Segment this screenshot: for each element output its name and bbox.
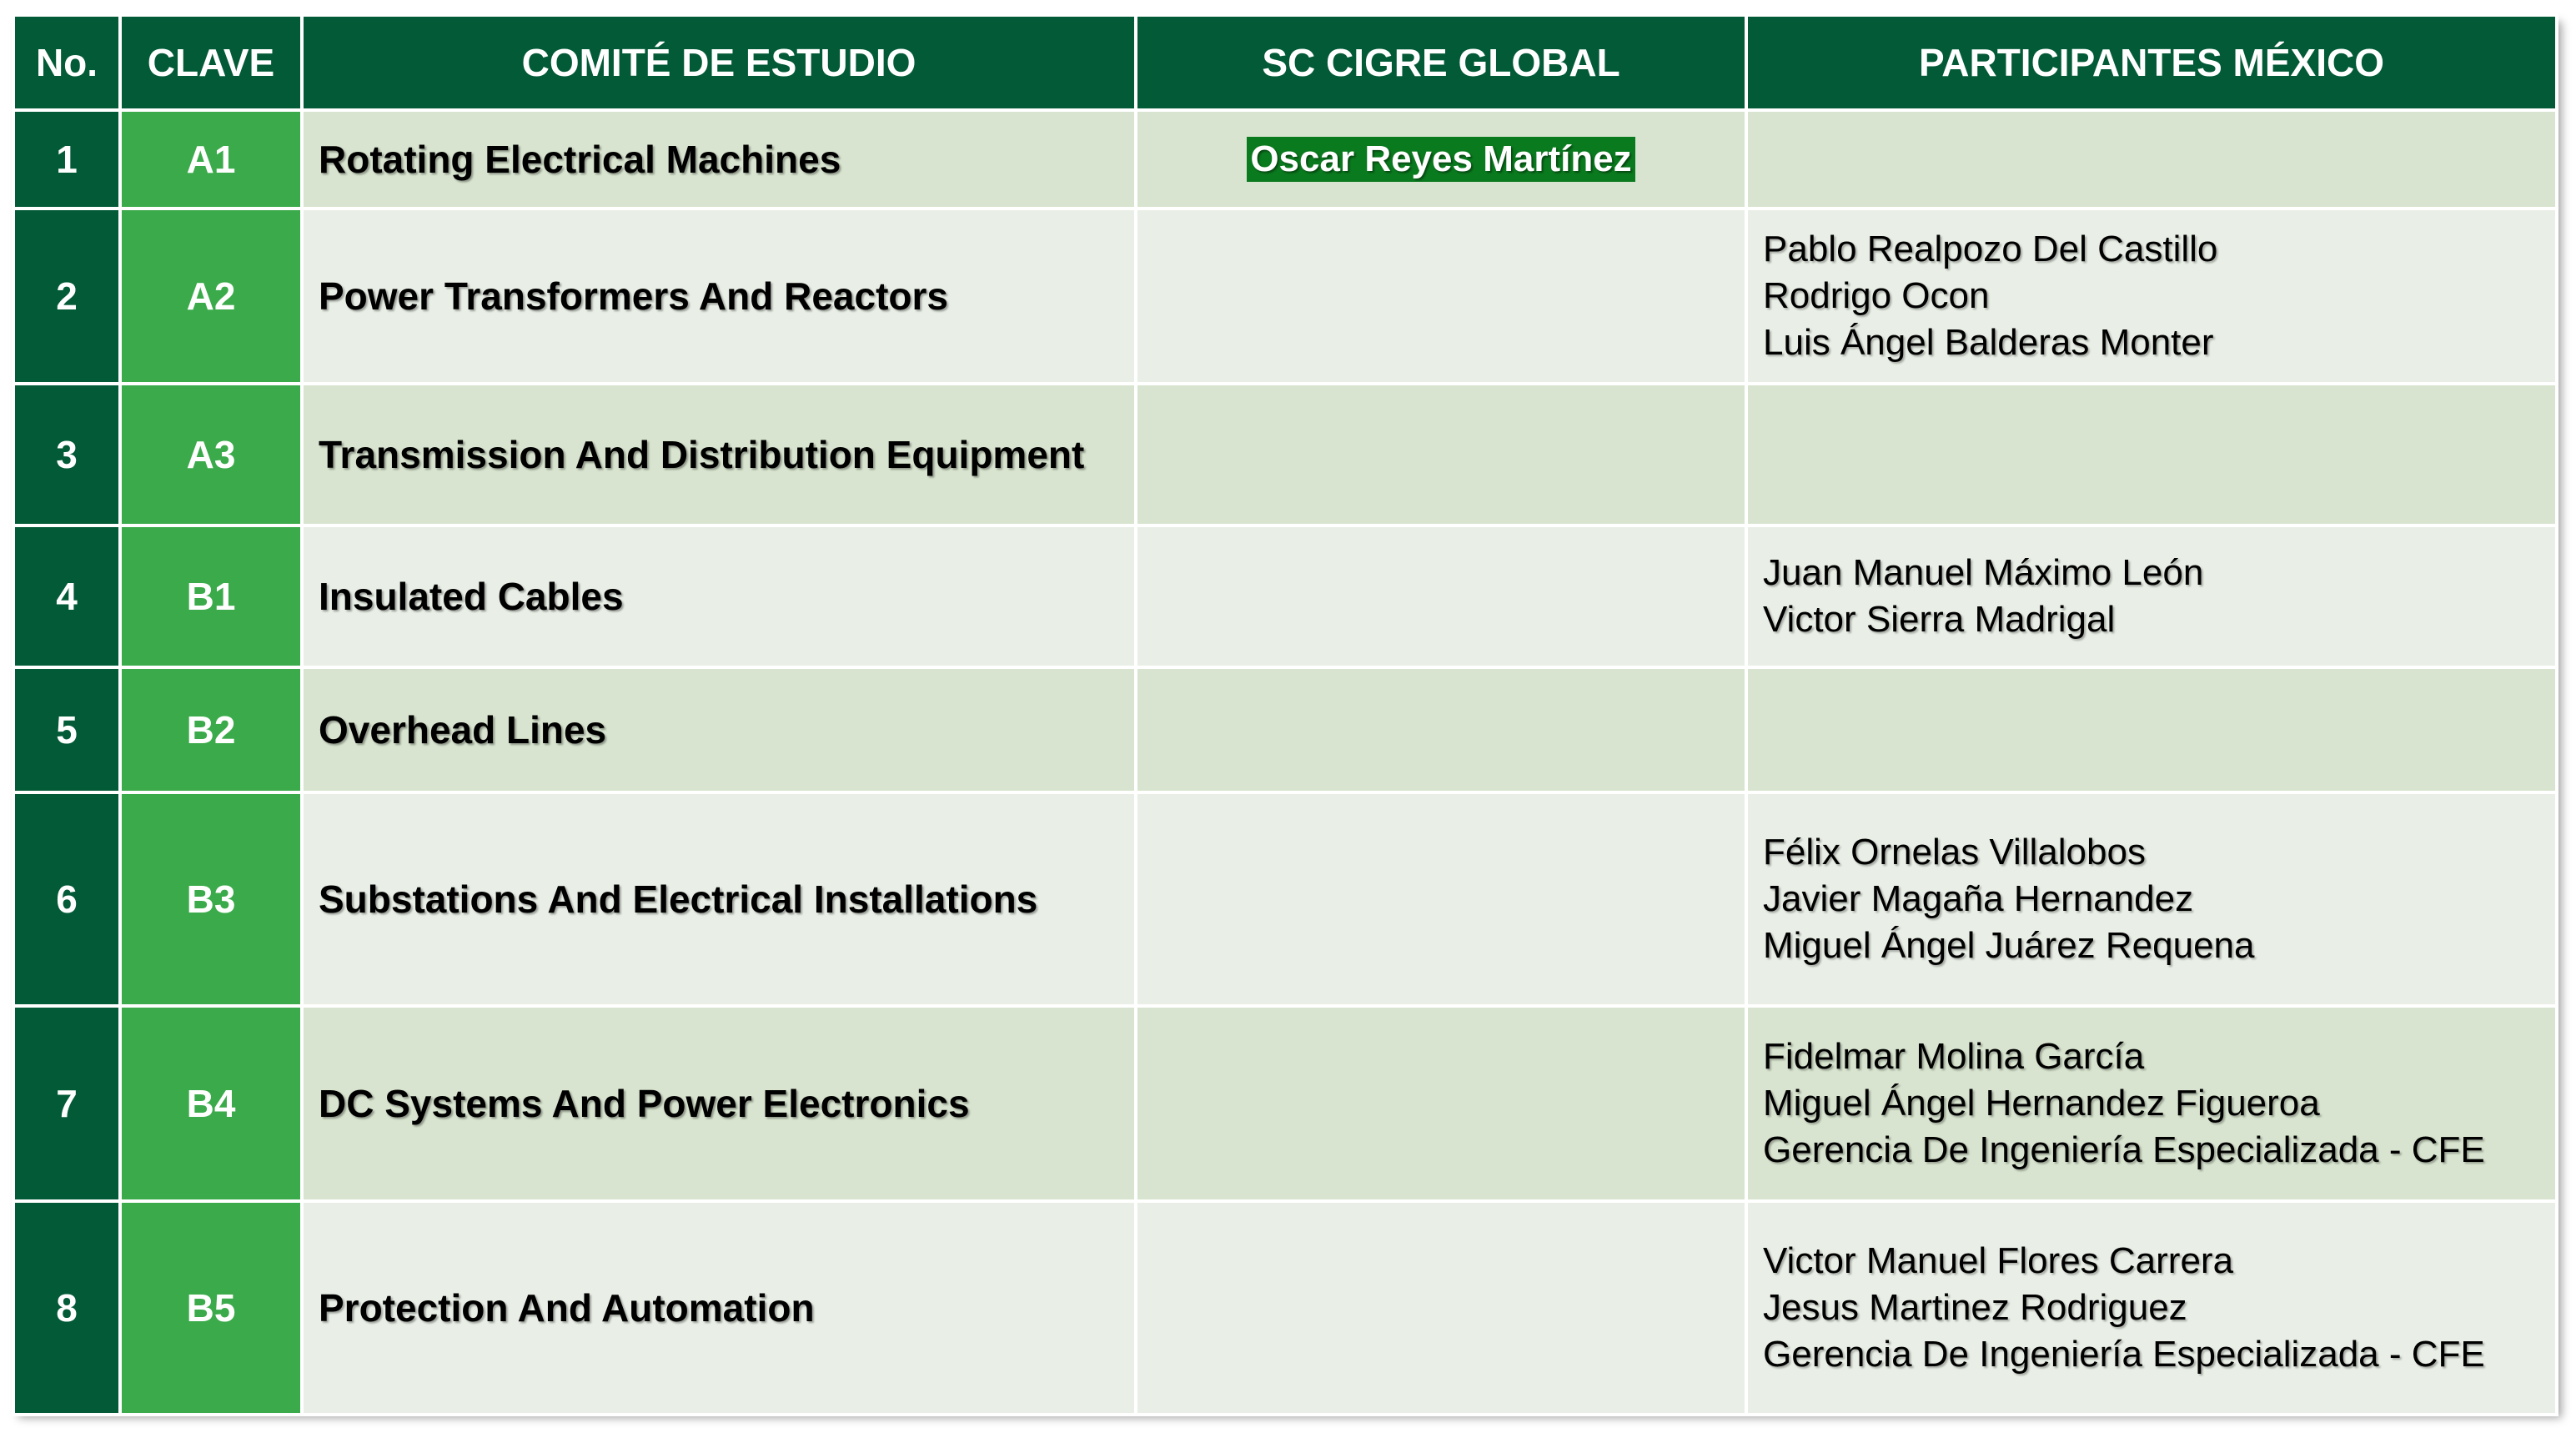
row-number: 7 xyxy=(13,1006,120,1201)
row-participants xyxy=(1746,525,2557,667)
row-number: 2 xyxy=(13,209,120,384)
row-participants xyxy=(1746,384,2557,525)
row-clave: B1 xyxy=(120,525,302,667)
row-participants xyxy=(1746,792,2557,1006)
row-number: 6 xyxy=(13,792,120,1006)
table-row xyxy=(13,384,2557,525)
row-participants xyxy=(1746,110,2557,209)
row-number: 4 xyxy=(13,525,120,667)
row-committee: Insulated Cables xyxy=(302,525,1136,667)
row-committee: Power Transformers And Reactors xyxy=(302,209,1136,384)
header-clave: CLAVE xyxy=(120,15,302,110)
row-committee: Substations And Electrical Installations xyxy=(302,792,1136,1006)
row-global xyxy=(1136,525,1746,667)
header-committee: COMITÉ DE ESTUDIO xyxy=(302,15,1136,110)
table-row xyxy=(13,1006,2557,1201)
table-row xyxy=(13,110,2557,209)
row-clave: B3 xyxy=(120,792,302,1006)
participant-name: Fidelmar Molina García xyxy=(1763,1036,2145,1077)
participant-name: Pablo Realpozo Del Castillo xyxy=(1763,229,2218,269)
participant-name: Gerencia De Ingeniería Especializada - CFE xyxy=(1763,1129,2485,1170)
row-participants xyxy=(1746,667,2557,792)
row-number: 1 xyxy=(13,110,120,209)
row-clave: A2 xyxy=(120,209,302,384)
table-row xyxy=(13,209,2557,384)
row-clave: B4 xyxy=(120,1006,302,1201)
participant-name: Félix Ornelas Villalobos xyxy=(1763,832,2146,872)
row-participants xyxy=(1746,1201,2557,1415)
table-row xyxy=(13,792,2557,1006)
participant-name: Victor Manuel Flores Carrera xyxy=(1763,1240,2234,1281)
participant-name: Jesus Martinez Rodriguez xyxy=(1763,1287,2187,1328)
participant-name: Javier Magaña Hernandez xyxy=(1763,878,2194,919)
row-committee: Transmission And Distribution Equipment xyxy=(302,384,1136,525)
row-global xyxy=(1136,792,1746,1006)
row-global xyxy=(1136,110,1746,209)
row-global xyxy=(1136,384,1746,525)
row-global xyxy=(1136,1006,1746,1201)
row-number: 8 xyxy=(13,1201,120,1415)
row-clave: B5 xyxy=(120,1201,302,1415)
participant-name: Gerencia De Ingeniería Especializada - CFE xyxy=(1763,1334,2485,1375)
row-participants xyxy=(1746,209,2557,384)
row-participants xyxy=(1746,1006,2557,1201)
table-row xyxy=(13,667,2557,792)
row-global xyxy=(1136,209,1746,384)
highlighted-global-member: Oscar Reyes Martínez xyxy=(1247,137,1634,182)
row-committee: DC Systems And Power Electronics xyxy=(302,1006,1136,1201)
header-participants: PARTICIPANTES MÉXICO xyxy=(1746,15,2557,110)
participant-name: Juan Manuel Máximo León xyxy=(1763,552,2204,593)
committee-table-container xyxy=(12,13,2555,1410)
participant-name: Miguel Ángel Hernandez Figueroa xyxy=(1763,1083,2320,1124)
row-committee: Overhead Lines xyxy=(302,667,1136,792)
row-clave: A3 xyxy=(120,384,302,525)
table-row xyxy=(13,525,2557,667)
row-global xyxy=(1136,1201,1746,1415)
participant-name: Victor Sierra Madrigal xyxy=(1763,599,2116,640)
header-no: No. xyxy=(13,15,120,110)
participant-name: Miguel Ángel Juárez Requena xyxy=(1763,925,2255,966)
row-committee: Rotating Electrical Machines xyxy=(302,110,1136,209)
row-clave: A1 xyxy=(120,110,302,209)
participant-name: Rodrigo Ocon xyxy=(1763,275,1990,316)
row-committee: Protection And Automation xyxy=(302,1201,1136,1415)
header-row xyxy=(13,15,2557,110)
table-row xyxy=(13,1201,2557,1415)
participant-name: Luis Ángel Balderas Monter xyxy=(1763,322,2214,363)
row-clave: B2 xyxy=(120,667,302,792)
row-number: 5 xyxy=(13,667,120,792)
row-number: 3 xyxy=(13,384,120,525)
header-sc-cigre-global: SC CIGRE GLOBAL xyxy=(1136,15,1746,110)
row-global xyxy=(1136,667,1746,792)
committee-table xyxy=(12,13,2558,1416)
